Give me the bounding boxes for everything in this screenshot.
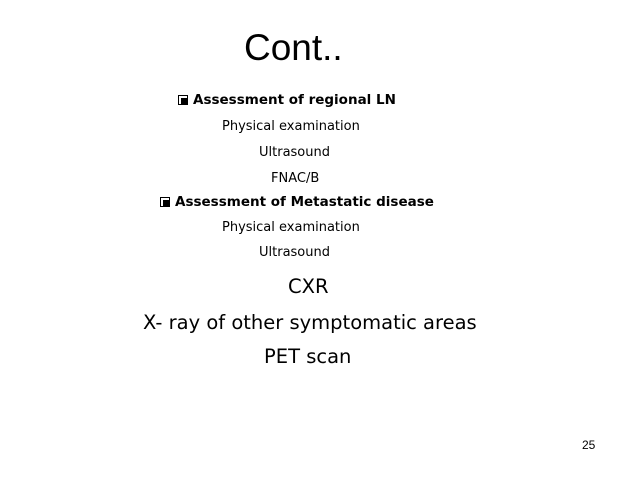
list-item: Physical examination <box>222 119 360 134</box>
large-list-item: CXR <box>288 275 329 298</box>
section-heading-metastatic-disease <box>160 192 434 212</box>
large-list-item: X- ray of other symptomatic areas <box>143 311 477 334</box>
list-item: Physical examination <box>222 220 360 235</box>
section-heading-label: Assessment of Metastatic disease <box>175 194 434 210</box>
checkbox-bullet-icon <box>178 95 188 105</box>
page-number: 25 <box>582 438 596 452</box>
section-heading-label: Assessment of regional LN <box>193 92 396 108</box>
slide-title: Cont.. <box>244 27 343 68</box>
list-item: Ultrasound <box>259 145 330 160</box>
checkbox-bullet-icon <box>160 197 170 207</box>
list-item: FNAC/B <box>271 171 320 186</box>
large-list-item: PET scan <box>264 345 352 368</box>
list-item: Ultrasound <box>259 245 330 260</box>
section-heading-regional-ln <box>178 90 396 110</box>
